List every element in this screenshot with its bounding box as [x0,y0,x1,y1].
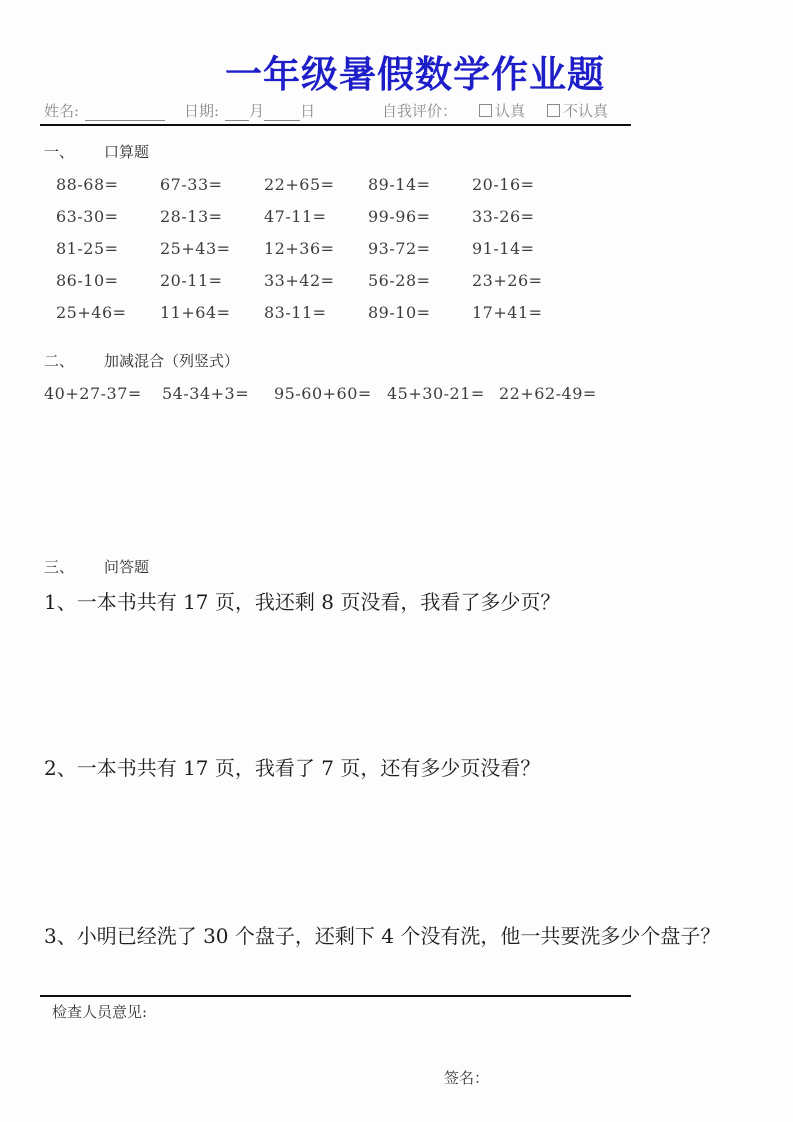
section-qa-title: 问答题 [104,558,150,576]
section-mixed-label [44,350,239,371]
oral-problem: 33+42= [264,271,335,290]
oral-problem: 93-72= [368,239,431,258]
mixed-problems-row [44,382,597,406]
oral-problem: 56-28= [368,271,431,290]
oral-problem: 63-30= [56,207,119,226]
oral-problem: 83-11= [264,303,327,322]
oral-problem: 33-26= [472,207,535,226]
oral-problems-grid [56,169,576,329]
inspector-opinion-label: 检查人员意见: [52,1003,148,1021]
oral-problem: 89-10= [368,303,431,322]
mixed-problem: 95-60+60= [274,384,372,403]
section-mixed-number: 二、 [44,352,75,370]
section-qa-number: 三、 [44,558,75,576]
self-eval-label: 自我评价： [382,102,458,120]
oral-problem: 88-68= [56,175,119,194]
section-oral-title: 口算题 [104,143,150,161]
eval-option-serious-label: 认真 [495,102,526,120]
header-divider-line [40,124,631,126]
oral-problem: 20-16= [472,175,535,194]
month-suffix: 月 [249,102,265,120]
mixed-problem: 45+30-21= [387,384,485,403]
section-oral-number: 一、 [44,143,75,161]
signature-label: 签名： [444,1069,490,1087]
mixed-problem: 22+62-49= [499,384,597,403]
name-blank-line [85,106,165,121]
word-problem-3: 3、小明已经洗了 30 个盘子，还剩下 4 个没有洗，他一共要洗多少个盘子？ [44,924,721,948]
oral-problem: 47-11= [264,207,327,226]
oral-problem: 11+64= [160,303,231,322]
oral-problem: 23+26= [472,271,543,290]
oral-problem: 17+41= [472,303,543,322]
section-oral-label [44,141,149,162]
mixed-problem: 54-34+3= [162,384,250,403]
eval-option-not-serious-label: 不认真 [563,102,609,120]
oral-problem: 86-10= [56,271,119,290]
page-title: 一年级暑假数学作业题 [225,53,605,96]
oral-problem: 67-33= [160,175,223,194]
eval-option-serious [479,102,525,120]
oral-problem: 25+43= [160,239,231,258]
eval-option-not-serious [547,102,608,120]
footer-divider-line [40,995,631,997]
section-qa-label [44,556,149,577]
oral-problem: 99-96= [368,207,431,226]
month-blank-line [225,106,249,121]
word-problem-2: 2、一本书共有 17 页，我看了 7 页，还有多少页没看？ [44,756,541,780]
oral-problem: 20-11= [160,271,223,290]
self-evaluation-group [382,100,608,121]
name-field-group [44,100,165,121]
date-field-group [184,100,315,121]
mixed-problem: 40+27-37= [44,384,142,403]
oral-problem: 12+36= [264,239,335,258]
oral-problem: 22+65= [264,175,335,194]
checkbox-icon [479,104,492,117]
section-mixed-title: 加减混合（列竖式） [104,352,240,370]
oral-problem: 28-13= [160,207,223,226]
checkbox-icon [547,104,560,117]
oral-problem: 25+46= [56,303,127,322]
oral-problem: 91-14= [472,239,535,258]
header-row [44,100,753,124]
oral-problem: 89-14= [368,175,431,194]
date-label: 日期: [184,102,220,120]
oral-problem: 81-25= [56,239,119,258]
name-label: 姓名: [44,102,80,120]
day-suffix: 日 [300,102,316,120]
word-problem-1: 1、一本书共有 17 页，我还剩 8 页没看，我看了多少页？ [44,590,561,614]
day-blank-line [264,106,300,121]
